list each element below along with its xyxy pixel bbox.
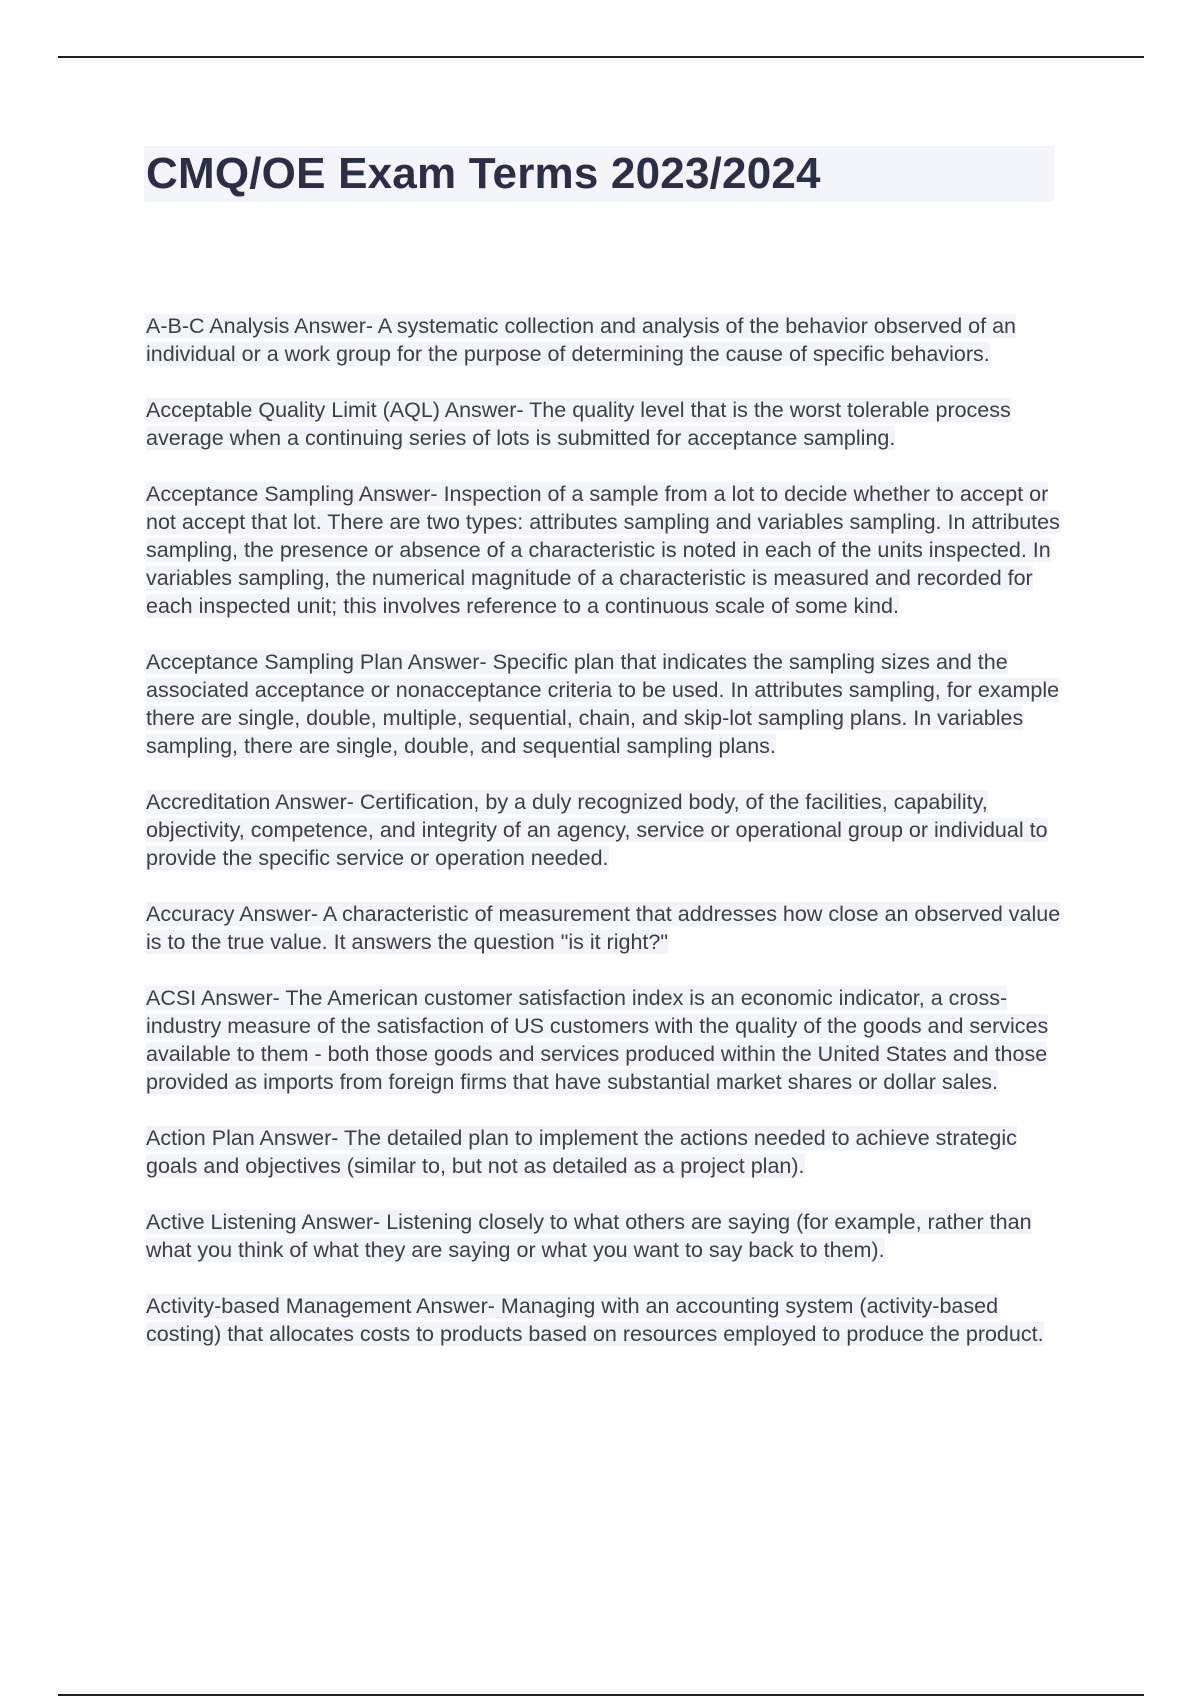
term-list — [146, 312, 1066, 1376]
term-entry — [146, 788, 1066, 872]
term-entry-text: Action Plan Answer- The detailed plan to implement the actions needed to achieve strategic goals and objectives (similar to, but not as detailed as a project plan). — [146, 1126, 1017, 1178]
term-entry — [146, 648, 1066, 760]
term-entry-text: Accuracy Answer- A characteristic of measurement that addresses how close an observed value is to the true value. It answers the question "is it right?" — [146, 902, 1061, 954]
term-entry — [146, 984, 1066, 1096]
term-entry — [146, 900, 1066, 956]
term-entry-text: A-B-C Analysis Answer- A systematic collection and analysis of the behavior observed of an individual or a work group for the purpose of determining the cause of specific behaviors. — [146, 314, 1016, 366]
term-entry-text: Acceptable Quality Limit (AQL) Answer- The quality level that is the worst tolerable process average when a continuing series of lots is submitted for acceptance sampling. — [146, 398, 1011, 450]
footer-rule — [58, 1694, 1144, 1696]
term-entry — [146, 1124, 1066, 1180]
term-entry-text: ACSI Answer- The American customer satisfaction index is an economic indicator, a cross-industry measure of the satisfaction of US customers with the quality of the goods and services available to them - both those goods and services produced within the United States and those provided as imports from foreign firms that have substantial market shares or dollar sales. — [146, 986, 1049, 1094]
term-entry-text: Active Listening Answer- Listening closely to what others are saying (for example, rather than what you think of what they are saying or what you want to say back to them). — [146, 1210, 1032, 1262]
term-entry-text: Activity-based Management Answer- Managing with an accounting system (activity-based costing) that allocates costs to products based on resources employed to produce the product. — [146, 1294, 1044, 1346]
term-entry-text: Acceptance Sampling Answer- Inspection of a sample from a lot to decide whether to accept or not accept that lot. There are two types: attributes sampling and variables sampling. In attributes sampling, the presence or absence of a characteristic is noted in each of the units inspected. In variables sampling, the numerical magnitude of a characteristic is measured and recorded for each inspected unit; this involves reference to a continuous scale of some kind. — [146, 482, 1060, 618]
header-rule — [58, 56, 1144, 58]
term-entry-text: Accreditation Answer- Certification, by a duly recognized body, of the facilities, capability, objectivity, competence, and integrity of an agency, service or operational group or individual to provide the specific service or operation needed. — [146, 790, 1048, 870]
term-entry — [146, 312, 1066, 368]
term-entry — [146, 396, 1066, 452]
term-entry — [146, 1292, 1066, 1348]
page-title: CMQ/OE Exam Terms 2023/2024 — [146, 149, 821, 198]
term-entry — [146, 1208, 1066, 1264]
term-entry-text: Acceptance Sampling Plan Answer- Specific plan that indicates the sampling sizes and the associated acceptance or nonacceptance criteria to be used. In attributes sampling, for example there are single, double, multiple, sequential, chain, and skip-lot sampling plans. In variables sampling, there are single, double, and sequential sampling plans. — [146, 650, 1060, 758]
term-entry — [146, 480, 1066, 620]
